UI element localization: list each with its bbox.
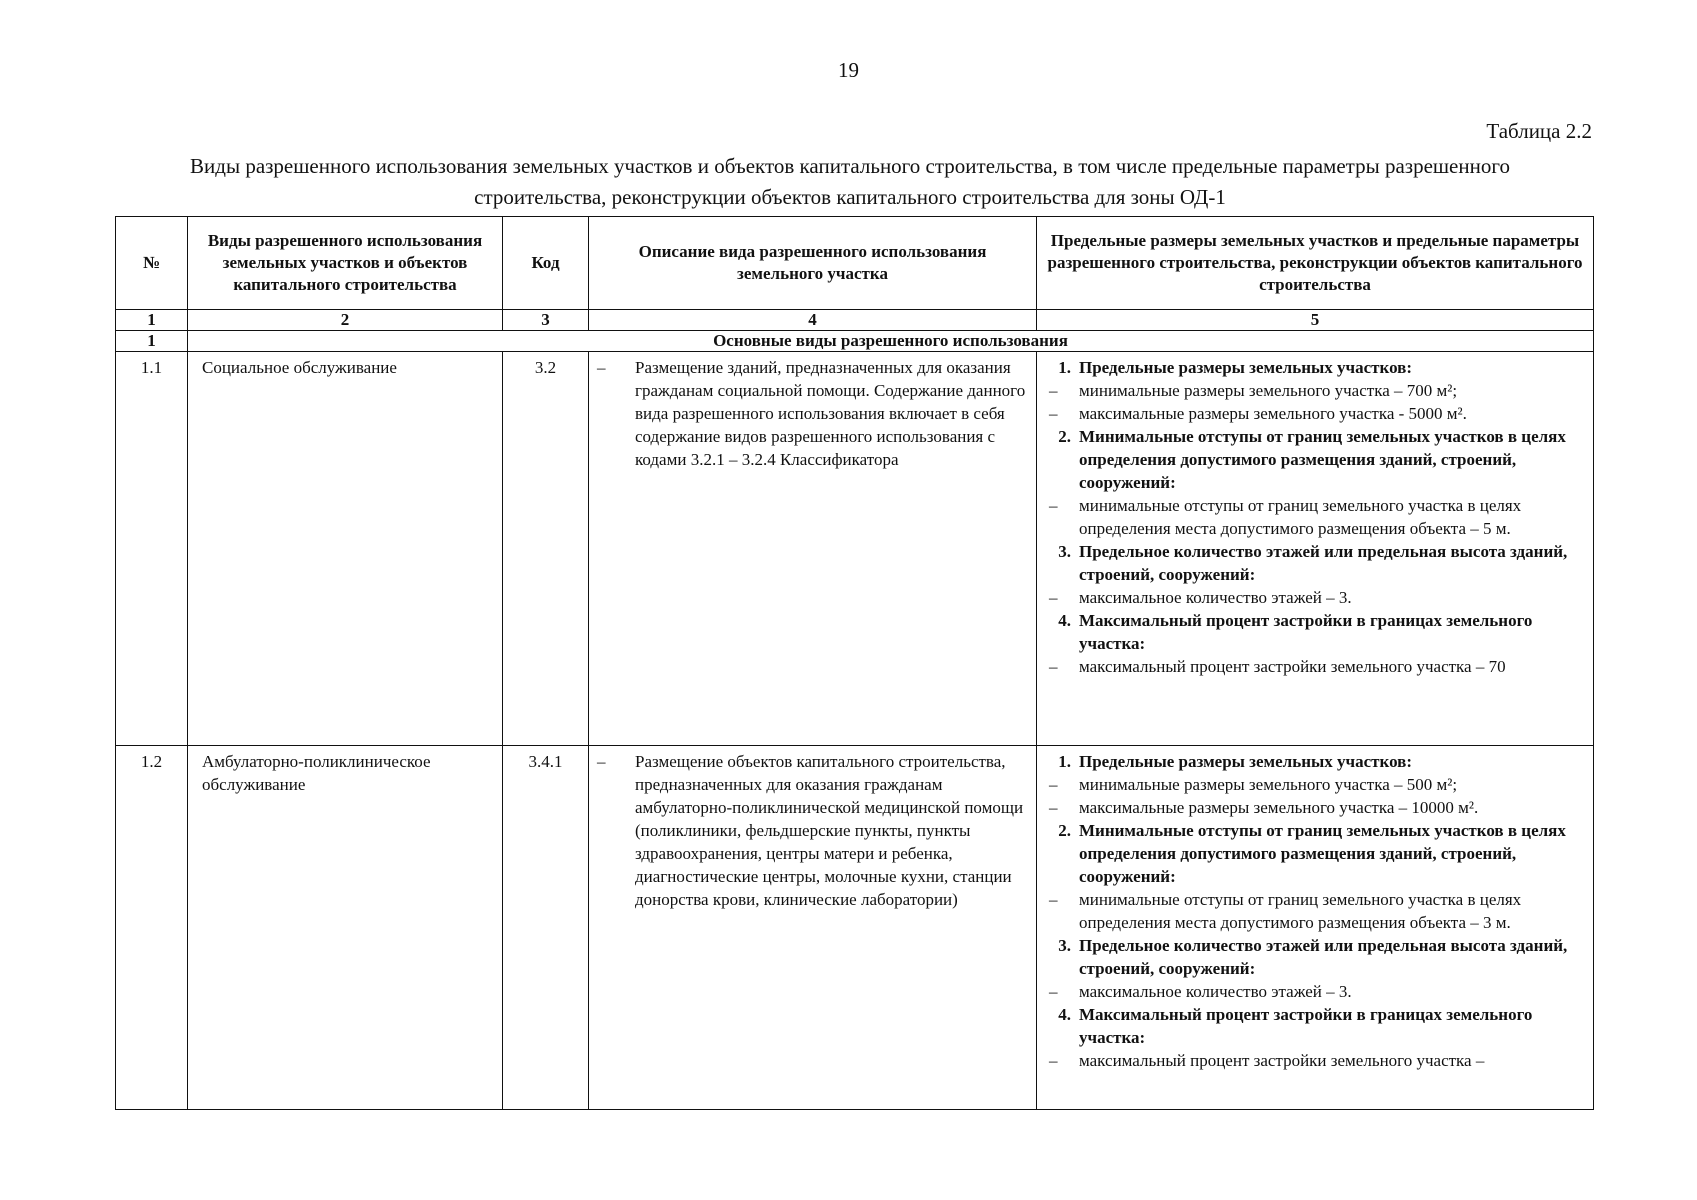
header-name: Виды разрешенного использования земельных участков и объектов капитального строительства: [188, 217, 503, 310]
param-value: максимальное количество этажей – 3.: [1079, 982, 1352, 1001]
column-number-row: [116, 310, 1594, 331]
row-code: 3.4.1: [503, 746, 589, 1110]
param-number: 1.: [1058, 358, 1071, 377]
param-value: максимальный процент застройки земельного участка – 70: [1079, 657, 1506, 676]
param-number: 2.: [1058, 427, 1071, 446]
header-code: Код: [503, 217, 589, 310]
row-params: [1037, 352, 1594, 746]
param-value: максимальный процент застройки земельного участка –: [1079, 1051, 1485, 1070]
dash-marker: –: [1049, 588, 1058, 607]
param-number: 4.: [1058, 1005, 1071, 1024]
header-description: Описание вида разрешенного использования земельного участка: [589, 217, 1037, 310]
dash-marker: –: [1049, 496, 1058, 515]
param-value: минимальные размеры земельного участка – 500 м²;: [1079, 775, 1458, 794]
column-number: 2: [188, 310, 503, 331]
row-number: 1.2: [116, 746, 188, 1110]
column-number: 1: [116, 310, 188, 331]
param-heading: Максимальный процент застройки в границах земельного участка:: [1079, 1005, 1533, 1047]
dash-marker: –: [1049, 982, 1058, 1001]
row-code: 3.2: [503, 352, 589, 746]
param-value: максимальные размеры земельного участка - 5000 м².: [1079, 404, 1467, 423]
param-heading: Минимальные отступы от границ земельных участков в целях определения допустимого размещения зданий, строений, сооружений:: [1079, 427, 1566, 492]
dash-marker: –: [1049, 657, 1058, 676]
header-params: Предельные размеры земельных участков и предельные параметры разрешенного строительства, реконструкции объектов капитального строительства: [1037, 217, 1594, 310]
column-number: 4: [589, 310, 1037, 331]
param-number: 3.: [1058, 542, 1071, 561]
param-value: максимальные размеры земельного участка – 10000 м².: [1079, 798, 1479, 817]
param-number: 4.: [1058, 611, 1071, 630]
header-row: [116, 217, 1594, 310]
param-heading: Предельные размеры земельных участков:: [1079, 358, 1413, 377]
section-number: 1: [116, 331, 188, 352]
param-heading: Предельное количество этажей или предельная высота зданий, строений, сооружений:: [1079, 542, 1568, 584]
description-text: Размещение объектов капитального строительства, предназначенных для оказания гражданам амбулаторно-поликлинической медицинской помощи (поликлиники, фельдшерские пункты, пункты здравоохранения, центры матери и ребенка, диагностические центры, молочные кухни, станции донорства крови, клинические лаборатории): [635, 752, 1024, 909]
row-description: [589, 352, 1037, 746]
param-heading: Предельное количество этажей или предельная высота зданий, строений, сооружений:: [1079, 936, 1568, 978]
param-heading: Максимальный процент застройки в границах земельного участка:: [1079, 611, 1533, 653]
table-row: [116, 352, 1594, 746]
dash-marker: –: [1049, 404, 1058, 423]
row-use-name: Социальное обслуживание: [188, 352, 503, 746]
param-number: 1.: [1058, 752, 1071, 771]
dash-marker: –: [1049, 775, 1058, 794]
column-number: 3: [503, 310, 589, 331]
section-title: Основные виды разрешенного использования: [188, 331, 1594, 352]
column-number: 5: [1037, 310, 1594, 331]
row-params: [1037, 746, 1594, 1110]
section-row: [116, 331, 1594, 352]
table-label: Таблица 2.2: [1486, 119, 1592, 143]
param-value: минимальные размеры земельного участка – 700 м²;: [1079, 381, 1458, 400]
row-description: [589, 746, 1037, 1110]
param-number: 2.: [1058, 821, 1071, 840]
dash-marker: –: [597, 358, 606, 377]
param-number: 3.: [1058, 936, 1071, 955]
row-use-name: Амбулаторно-поликлиническое обслуживание: [188, 746, 503, 1110]
description-text: Размещение зданий, предназначенных для оказания гражданам социальной помощи. Содержание данного вида разрешенного использования включает в себя содержание видов разрешенного использования с кодами 3.2.1 – 3.2.4 Классификатора: [635, 358, 1026, 469]
param-heading: Минимальные отступы от границ земельных участков в целях определения допустимого размещения зданий, строений, сооружений:: [1079, 821, 1566, 886]
header-no: №: [116, 217, 188, 310]
land-use-table: [115, 216, 1594, 1110]
row-number: 1.1: [116, 352, 188, 746]
dash-marker: –: [1049, 798, 1058, 817]
param-heading: Предельные размеры земельных участков:: [1079, 752, 1413, 771]
dash-marker: –: [1049, 381, 1058, 400]
param-value: минимальные отступы от границ земельного участка в целях определения места допустимого размещения объекта – 3 м.: [1079, 890, 1522, 932]
dash-marker: –: [1049, 1051, 1058, 1070]
param-value: максимальное количество этажей – 3.: [1079, 588, 1352, 607]
dash-marker: –: [597, 752, 606, 771]
table-title: Виды разрешенного использования земельных участков и объектов капитального строительства, в том числе предельные параметры разрешенного строительства, реконструкции объектов капитального строительства для зоны ОД-1: [190, 154, 1510, 209]
page-number: 19: [838, 58, 859, 82]
dash-marker: –: [1049, 890, 1058, 909]
table-row: [116, 746, 1594, 1110]
param-value: минимальные отступы от границ земельного участка в целях определения места допустимого размещения объекта – 5 м.: [1079, 496, 1522, 538]
